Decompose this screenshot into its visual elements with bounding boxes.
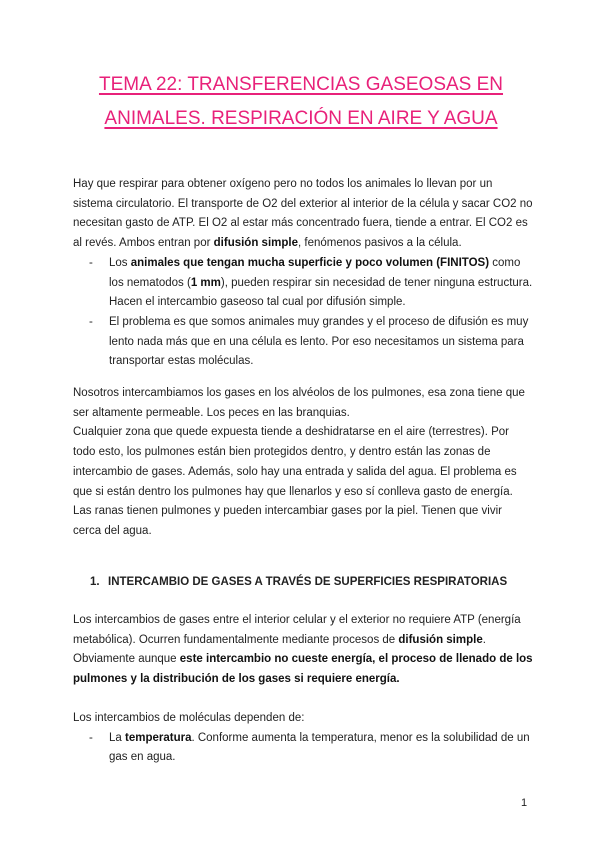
paragraph: Nosotros intercambiamos los gases en los alvéolos de los pulmones, esa zona tiene que ser altamente permeable. Los peces en las branquias. [73,387,525,419]
paragraph: Cualquier zona que quede expuesta tiende a deshidratarse en el aire (terrestres). Por todo esto, los pulmones están bien protegidos dentro, y dentro están las zonas de intercambio de gases. Además, solo hay una entrada y salida del agua. El problema es que si están dentro los pulmones hay que llenarlos y eso sí conlleva gasto de energía. [73,426,517,498]
intro-section [73,175,533,372]
diffusion-section [73,611,533,690]
dash-bullet: - [89,315,93,328]
factors-section [73,709,533,768]
paragraph: Los intercambios de moléculas dependen de: [73,712,305,724]
paragraph: Los intercambios de gases entre el interior celular y el exterior no requiere ATP (energía metabólica). Ocurren fundamentalmente mediante procesos de difusión simple. Obviamente aunque este intercambio no cueste energía, el proceso de llenado de los pulmones y la distribución de los gases si requiere energía. [73,614,533,686]
bold-term: animales que tengan mucha superficie y poco volumen (FINITOS) [130,256,490,269]
section-heading-text: INTERCAMBIO DE GASES A TRAVÉS DE SUPERFICIES RESPIRATORIAS [108,576,508,588]
dash-bullet: - [89,256,93,269]
gas-exchange-section [73,384,533,542]
list-item: - La temperatura. Conforme aumenta la temperatura, menor es la solubilidad de un gas en agua. [73,729,533,768]
factors-list [73,729,533,768]
dash-bullet: - [89,731,93,744]
section-heading [90,573,507,592]
bold-term: este intercambio no cueste energía, el proceso de llenado de los pulmones y la distribución de los gases si requiere energía. [73,653,533,686]
list-item: - Los animales que tengan mucha superficie y poco volumen (FINITOS) como los nematodos (1 mm), pueden respirar sin necesidad de tener ninguna estructura. Hacen el intercambio gaseoso tal cual por difusión simple. [73,254,533,313]
page-number: 1 [521,797,528,809]
intro-paragraph: Hay que respirar para obtener oxígeno pero no todos los animales lo llevan por un sistema circulatorio. El transporte de O2 del exterior al interior de la célula y sacar CO2 no necesitan gasto de ATP. El O2 al estar más concentrado fuera, tiende a entrar. El CO2 es al revés. Ambos entran por difusión simple, fenómenos pasivos a la célula. [73,178,533,250]
section-number: 1. [90,576,100,588]
title-line-1: TEMA 22: TRANSFERENCIAS GASEOSAS EN [98,74,504,95]
bold-term: difusión simple [398,633,483,646]
page-title [60,68,542,136]
intro-list [73,254,533,372]
bold-term: temperatura [125,731,192,744]
list-item: - El problema es que somos animales muy grandes y el proceso de difusión es muy lento nada más que en una célula es lento. Por eso necesitamos un sistema para transportar estas moléculas. [73,313,533,372]
title-line-2: ANIMALES. RESPIRACIÓN EN AIRE Y AGUA [104,108,498,129]
bold-term: 1 mm [190,276,221,289]
bold-term: difusión simple [213,237,298,250]
paragraph: Las ranas tienen pulmones y pueden intercambiar gases por la piel. Tienen que vivir cerca del agua. [73,505,502,537]
